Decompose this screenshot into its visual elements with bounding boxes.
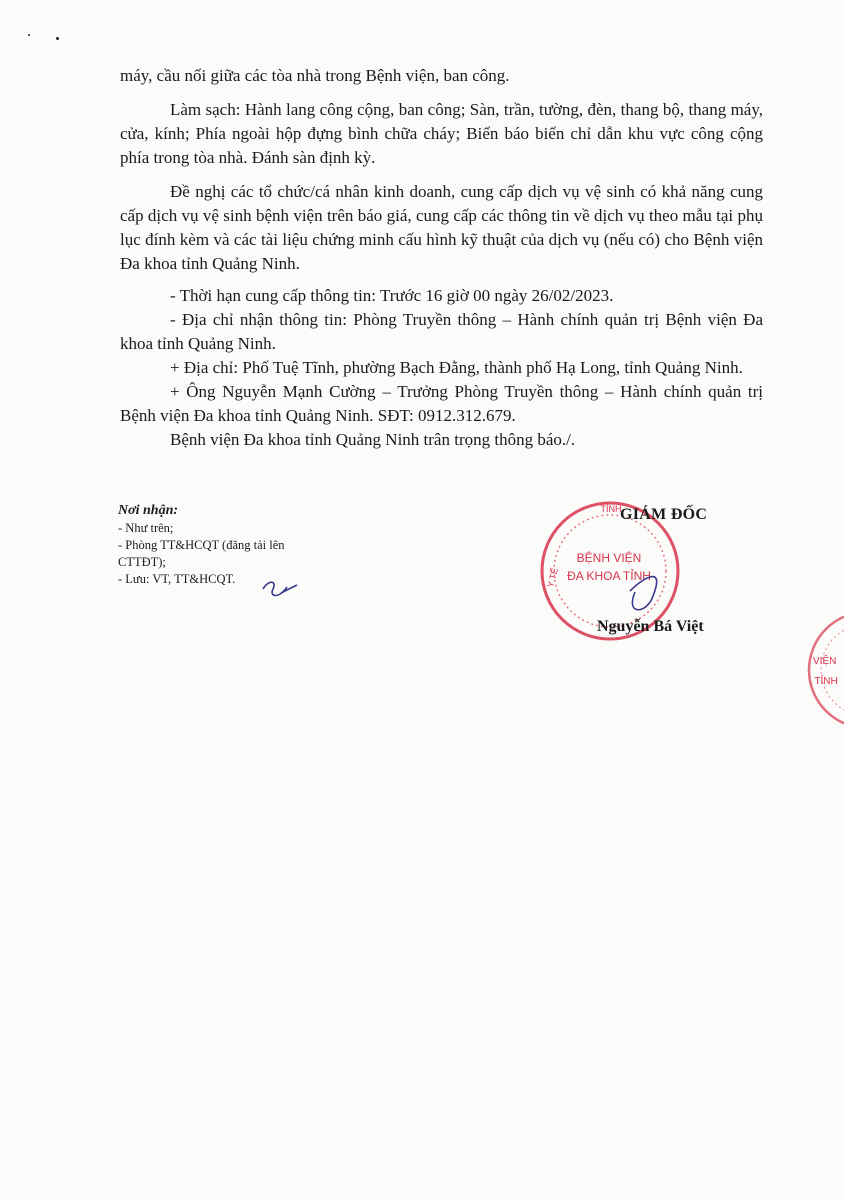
seal-line-2: ĐA KHOA TỈNH	[567, 569, 651, 583]
partial-seal-line-1: VIỆN	[813, 656, 837, 667]
partial-seal-line-2: . TỈNH	[809, 676, 838, 687]
paragraph-cleaning: Làm sạch: Hành lang công cộng, ban công; Sàn, trần, tường, đèn, thang bộ, thang máy, cửa, kính; Phía ngoài hộp đựng bình chữa cháy; Biển báo biển chỉ dẫn khu vực công cộng phía trong tòa nhà. Đánh sàn định kỳ.	[120, 100, 763, 167]
scan-speck	[56, 37, 59, 40]
recipient-item: - Phòng TT&HCQT (đăng tải lên CTTĐT);	[118, 538, 285, 569]
paragraph-request: Đề nghị các tổ chức/cá nhân kinh doanh, cung cấp dịch vụ vệ sinh có khả năng cung cấp dịch vụ vệ sinh bệnh viện trên báo giá, cung cấp các thông tin về dịch vụ theo mẫu tại phụ lục đính kèm và các tài liệu chứng minh cấu hình kỹ thuật của dịch vụ (nếu có) cho Bệnh viện Đa khoa tỉnh Quảng Ninh.	[120, 182, 763, 273]
scan-speck	[28, 34, 30, 36]
paragraph-street-address: + Địa chỉ: Phố Tuệ Tĩnh, phường Bạch Đằng, thành phố Hạ Long, tỉnh Quảng Ninh.	[170, 358, 743, 377]
paragraph-contact-person: + Ông Nguyễn Mạnh Cường – Trưởng Phòng Truyền thông – Hành chính quản trị Bệnh viện Đa khoa tỉnh Quảng Ninh. SĐT: 0912.312.679.	[120, 382, 763, 425]
recipient-item: - Như trên;	[118, 521, 174, 535]
seal-line-1: BỆNH VIỆN	[576, 551, 642, 565]
partial-seal	[805, 600, 844, 740]
paragraph-closing: Bệnh viện Đa khoa tỉnh Quảng Ninh trân trọng thông báo./.	[170, 430, 576, 449]
signature-title: GIÁM ĐỐC	[620, 506, 708, 523]
paragraph-continuation: máy, cầu nối giữa các tòa nhà trong Bệnh viện, ban công.	[120, 66, 510, 85]
seal-ring-left: Y TẾ	[545, 566, 561, 589]
recipients-title: Nơi nhận:	[118, 503, 179, 518]
recipient-item: - Lưu: VT, TT&HCQT.	[118, 572, 236, 586]
signatory-name: Nguyễn Bá Việt	[597, 618, 704, 635]
paragraph-receiving-address: - Địa chỉ nhận thông tin: Phòng Truyền thông – Hành chính quản trị Bệnh viện Đa khoa tỉnh Quảng Ninh.	[120, 310, 763, 353]
document-body	[120, 64, 763, 452]
initials-signature	[255, 575, 305, 605]
paragraph-deadline: - Thời hạn cung cấp thông tin: Trước 16 giờ 00 ngày 26/02/2023.	[170, 286, 614, 305]
seal-ring-top: TỈNH	[600, 504, 622, 514]
